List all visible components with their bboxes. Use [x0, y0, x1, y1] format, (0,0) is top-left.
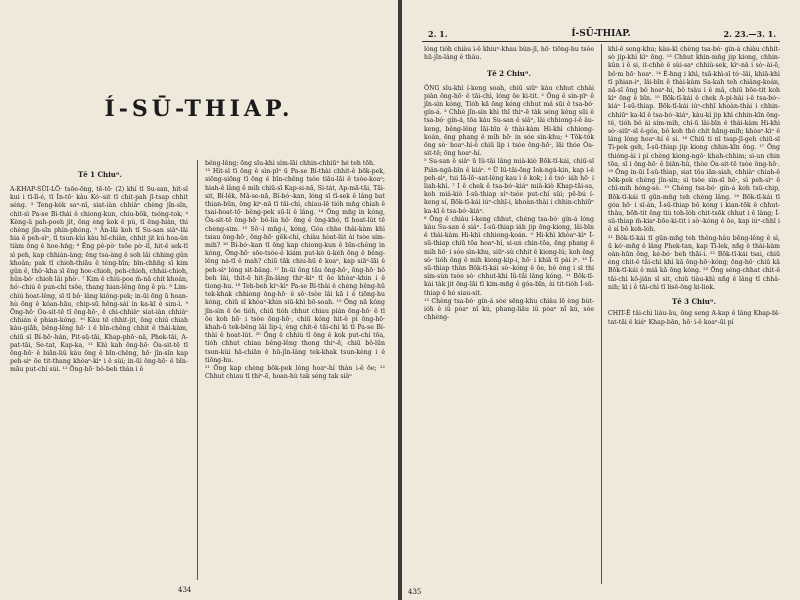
right-page	[402, 0, 800, 600]
running-header-title: Í-SŪ-THIAP.	[571, 29, 631, 39]
left-column-2	[205, 160, 385, 381]
column-divider	[601, 44, 602, 584]
running-header-left: 2. 1.	[428, 29, 448, 39]
paragraph: ÔNG sīu-khì í-keng soah, chiū siūⁿ kàu chhut chhài piàn ōng-hō· ê tāi-chì, lóng ōe ki-tit. ² Ōng ê sìn-pīⁿ ê jîn-sìn kóng, Tióh kā ōng kéng chhut mâ sūi ê tsa-bó· gín-á. ³ Chhè jîn-sìn khì thī thiⁿ-ē tàk séng kéng sūi ê tsa-bó· gín-á, tōa kàu Su-san ê siâⁿ, lâi chhiong-i-ê âu-keng, bêng-lêng lāi-bīn ê thài-kàm Hi-khì chhiong-koán, ēng phang ê mi̍h hō· in sóe sìn-khu; ⁴ Tōk-tók ōng sò· hoaⁿ-hí-ê chiū lip i tsòe ōng-hō·, lāi thóe Óa-sit-tē; ōng hoaⁿ-hí.	[424, 84, 594, 158]
paragraph: ²¹ Bōk-tī-kái tī gūn-mn̄g teh thêng-hâu bēng-lêng ê sì, ū kó·-mn̄g ê lâng Phek-tan, kap Tī-lek, nñg ê thài-kàm oàn-hūn ōng, ké-bó· beh thāi-i. ²² Bōk-tī-kái tsai, chiū èng chit-ê tāi-chì khì kā ōng-hō·-kóng; ōng-hō· chiū kā Bōk-tī-kái ê miâ kā ōng kóng. ²³ Ōng séng-chhat chit-ê tāi-chì kō-jiān sī sit, chiū tiàu-khì nñg ê lâng tī chhâ-nih; kì i ê tāi-chì tī lisē-ōng ki-liok.	[608, 234, 780, 291]
chapter-2-heading: Tē 2 Chiuⁿ.	[487, 69, 531, 79]
paragraph: A-KHAP-SŪI-LŌ· tsōe-ōng, tē-tō· (2) khí tī Su-san, hit-sî kui i tī-lī-é, tī Ìn-tō· kàu Kó·-sit tī chit-pah jī-tsap chhit séng. ³ Teng-kèk saⁿ-nî, siat-iàn chhiàⁿ chèng jîn-sîn, chit-sì Pa-se Bí-thài ê chiong-kun, chiu-bōk, tsóng-tok; ⁴ Kèng-ū pah-poeh jit, ōng èng kok ê pù, tī ēng-hiàn, thì chèng jîn-sîn phín-phóng. ⁵ Àn-lāi koh tī Su-san siâⁿ-lāi hia ê peh-sìⁿ, tī tsun-kùi kàu hī-chiân, chhit jit kú hoa-ûn tiàm ōng ê hoe-hńg; ⁶ Ēng pê-pò· tsōe pò·-lî, hit-ê sek-tī sì peh, kap chhián-àng; ēng tsa-àng ê soh lâi chhing gûn khoân; pak tī chioh-thiāu ê téng-bīn; bīn-chhn̄g sī kim gûn ê, thô·-kha sī ēng hoe-chioh, peh-chioh, chhái-chioh, hûn-bô· chioh lâi phò·. ⁷ Kim ê chiú-poe m̄-nā chit khoán, hó·-chiú ē pun-chí tsōe, thang hian-lêng ōng ê pù. ⁸ Lim-chiú hoat-lêng, sī tī bô· lâng kiông-pek; in-ūi ōng ū hoan-hù ōng ê kóan-hāu, chip-sū hêng-sái in ka-kī ê sim-ì. ⁹ Ōng-hō· Óa-sit-tē tī ōng-hō·, ē chi-chhiàⁿ siat-iàn chhiàⁿ chhián ê phian-kóng. ¹⁰ Kàu tē chhit-jit, ōng chiú chiah kàu-giâ̍h, bêng-lêng hō· i ê bīn-chêng chhit ê thài-kàm, chiū sī Bí-hō·-hân, Pit-sū-tāi, Khap-phō·-nā, Phek-tāi, A-pat-tāi, Se-tat, Kap-ka, ¹¹ Khì kah ōng-hō· Óa-sit-tē tī ōng-hō· ê biān-liû kàu ōng ê bīn-chêng, hō· jîn-sîn kap peh-sìⁿ ōe tit-thang khòaⁿ-kìⁿ i ê sùi; in-ūi ōng-hō· ê bīn-māu put-chí sùi. ¹² Ōng-hō· bô-beh thàn i ê	[10, 186, 188, 374]
page-number-left: 434	[178, 586, 192, 594]
book-title: Í-SŪ-THIAP.	[104, 96, 294, 122]
left-page	[0, 0, 398, 600]
right-column-1	[424, 46, 594, 323]
paragraph: khì-ê seng-khu; kàu-kì chèng tsa-bó· gín-á chiàu chhit-sò jip-khì kìⁿ ōng. ¹³ Chhut khin-mn̄g jip kiong, chhin-kûn i ê si, it-chhè ê sùi-saⁿ chhiú-sek, kìⁿ-nā i sò·-ài-ē, bô·m hō· hoaⁿ. ¹⁴ Ê-hng i khì, tsā-khì-sī tó·-lâi, khiā-khì tī phian-iⁿ, lâi-bīn ê thài-kàm Sa-kah teh chiâng-koán, nā-sī ōng bô hoaⁿ-hí, bô tsàu i ê mâ, chiū bōe-tit koh kìⁿ ōng ê bīn. ¹⁵ Bōk-tī-kái ê chek A-pi-hài i-ê tsa-bó·-kiáⁿ Í-sū-thiap. Bōk-tī-kái iúⁿ-chhī khoàn-thài i chhin-chhiūⁿ ka-kī ê tsa-bó·-kiáⁿ, kàu-kì jip khì chhin-kīn ōng-tê, tióh bô ài sím-mih, chí-ū lâi-bīn ê thài-kàm Hi-khì sò·-siūⁿ-sī ê-góa, bô koh thó chít hāng-mih; khòaⁿ-kìⁿ ê lâng lóng hoaⁿ-hí ê sì. ¹⁶ Chiū ti nī tsap-jī-geh chiū-sī Ti-pek geh, Í-sū-thiap jip kiong chhin-kīn ōng. ¹⁷ Ōng thióng-ài i pí chèng kiong-ngô· khah-chhim; si-un chin tōa, sī i ōng-hō· ê biān-hû, thòe Óa-sit-tē tsòe ōng-hō·. ¹⁸ Ōng in-ūi Í-sū-thiap, siat tōa iān-siah, chhiàⁿ chiah-ê bōk-pek chèng jîn-sìn; sì tsòe sìn-sī hō·, sì peh-sìⁿ ê chì-mih hóng-sè. ¹⁹ Chèng tsa-bó· gín-á koh tsū-chip, Bōk-tī-kái tī gūn-mn̄g teh chèng lâng. ²⁰ Bōk-tī-kái tī góa hō· i sī-án, Í-sū-thiap bô kóng i kian-tōk ê chhut-thâu, bōh-tit ēng tiù toh-lòh chit-tsōk chhut i ê lâng; Í-sū-thiap m̄-kiaⁿ-bōe-kì-tit i sò·-kóng ê ōe, kap iúⁿ-chhī i ê sì bô koh-lóh.	[608, 46, 780, 234]
page-number-right: 435	[408, 588, 422, 596]
chapter-1-heading: Tē 1 Chiuⁿ.	[78, 170, 122, 179]
chapter-3-heading: Tē 3 Chiuⁿ.	[672, 297, 716, 307]
paragraph: CHIT-Ê tāi-chì liáu-āu, ōng seng A-kap ê lâng Khap-bī-tat-tāi ê kiáⁿ Khap-bān, hō· i-ê koaⁿ-ūi pí	[608, 310, 780, 326]
running-header-right: 2. 23.—3. 1.	[723, 29, 776, 39]
column-divider	[197, 160, 198, 580]
paragraph: lóng tióh chiàu i-ê khiuⁿ-khau bûn-jī, hō· tiōng-hu tsòe hū-jîn-lâng ê thâu.	[424, 46, 594, 62]
paragraph: ¹² Chèng tsa-bó· gín-á sòe sēng-khu chiàu lē èng bùt-ióh ê iû pòaⁿ nî kú, phang-liāu iû pòaⁿ nî kú, sóe chhèng-	[424, 297, 594, 322]
paragraph: ⁵ Su-san ê siâⁿ ū Iû-tāi lâng mià-kiò Bōk-tī-kái, chiū-sī Piân-ngā-bīn ê kiáⁿ. ⁶ Ū Iû-tāi-ōng Iok-ngá-kin, kap i-ê peh-sìⁿ, tui Iâ-lō·-sat-léng kau i ê kok; i ê tsó· iáh hō· i liah-khì. ⁷ I ê chek ê tsa-bó·-kiáⁿ miâ-kiò Khap-tāi-sa, koh miâ-kiò Í-sū-thiap si̍ⁿ-tsòe put-chí sūi; pē-bú í-keng sí, Bōk-tī-kái iúⁿ-chhī-i, khoàn-thài i chhin-chhiūⁿ ka-kī ê tsa-bó·-kiáⁿ.	[424, 158, 594, 215]
right-column-2	[608, 46, 780, 327]
paragraph: bêng-lêng; ōng sīu-khì sìm-lāi chhin-chhiūⁿ hé teh tōh.	[205, 160, 375, 167]
paragraph: ²¹ Ōng kap chèng bōk-pek lóng hoaⁿ-hí thàn i-ê ōe; ²² Chhut chiau tī thiⁿ-ē, hoan-hù tak séng tak siâⁿ	[205, 365, 385, 381]
paragraph: ¹³ Hit-sî tī ōng ê sìn-pīⁿ ū Pa-se Bí-thài chhit-ê bōk-pek, siōng-siōng tī ōng ê bīn-chêng tsòe tiāu-lāi ê tsòe-koaⁿ; hiah-ê lâng ê mi̍h chiū-sī Kap-si-nā, Si-tát, Ap-mā-tāi, Tāi-sit, Bí-lêk, Mâ-se-nā, Bí-bó·-kan, lóng sī tī-sek ê lâng bat thian-būn, ōng kiⁿ-nā tī tāi-chì, chiau-lē tióh mn̄g chiah ê tsai-hoat-tō· bêng-pek sū-lí ê lâng. ¹⁴ Ōng mn̄g in kóng, Óa-sit-tē ōng-hō· bô-lia hō· ōng ê ōng-khó, tī hoat-lu̍t tē cheng-sim. ¹⁵ Sō·-í mn̄g-i, kóng, Góa chhe thài-kàm khì tsiau ōng-hō·, ōng-hō· gēk-chí, chiàu hòat-lu̍t ài tsòe sím-mih? ¹⁶ Bí-bó·-kan tī ōng kap chiong-kun ê bīn-chêng ìn kóng, Ōng-hō· sōe-tsòe-ê kiám put-kò ū-kèh ōng ê bêng-lêng ná-tī ê mah? chiū tāk chiu-hū ē koaⁿ, kap siāⁿ-lāi ê peh-sìⁿ lóng sit-bāng. ¹⁷ In-ūi ōng tāu ōng-hō·, ōng-hō· bô beh lâi, thi̍t-ē hit-jîn-lâng thiⁿ-kìⁿ tī ōe khòaⁿ-khin i ê tiong-hu. ¹⁸ Teh-beh kiⁿ-kìⁿ Pa-se Bí-thài ê chèng bêng-hū tek-khak chhiong ōng-hō· ê sō·-tsòe lâi kā i ê tiōng-hu kóng, chiū sī khòaⁿ-khin siū-khì bō-soah. ¹⁹ Ōng nā kóng jîn-sìn ē ōe tióh, chiū tióh chhut chiau pián ōng-hō· ê tī ōe koh hō· i tsòe ōng-hō·, chiū kóng hit-ê pì ōng-hō· khah-ū tek-bêng lâi lip-i, èng chit-ê tāi-chì kì tī Pa-se Bí-thài ê hoat-lu̍t. ²⁰ Ōng ē chhiù tī ōng ê kok put-chí tōa, tióh chhut chiau bêng-lêng thong thiⁿ-ē, chiū bô-lūn tsun-kùi hā-chiān ê hū-jîn-lâng tek-khak tsun-kèng i ê tiōng-hu.	[205, 168, 385, 364]
left-column-1	[10, 186, 188, 375]
running-header	[422, 27, 780, 42]
paragraph: ⁸ Ōng ê chiàu í-keng chhut, chèng tsa-bó· gín-á lóng kàu Su-san ê siâⁿ. Í-sū-thiap iáh jip ōng-kiong, lâi-bīn ê thài-kàm Hi-khì chhiong-koán. ⁹ Hi-khì khòaⁿ-kìⁿ Í-sū-thiap chiū tōa hoaⁿ-hí, si-un chin-tōa, ēng phang ê mi̍h hō· i sóe sìn-khu, siūⁿ-sù chhit ê kiong-lú; koh ēng sò· tióh ōng ê mi̍h kiong-kip-i, hō· i khiā tī pài iⁿ. ¹⁰ Í-sū-thiap thàn Bōk-tī-kái sò·-kóng ê ōe, bô èng i sī thi sim-sùn tsòe sò· chhut-khì Iû-tāi lâng kóng. ¹¹ Bōk-tī-kái tàk jit ōng-lāi tī kim-mn̄g ê góa-bīn, ài tit-tióh Í-sū-thiap ê hó siau-sit.	[424, 215, 594, 297]
